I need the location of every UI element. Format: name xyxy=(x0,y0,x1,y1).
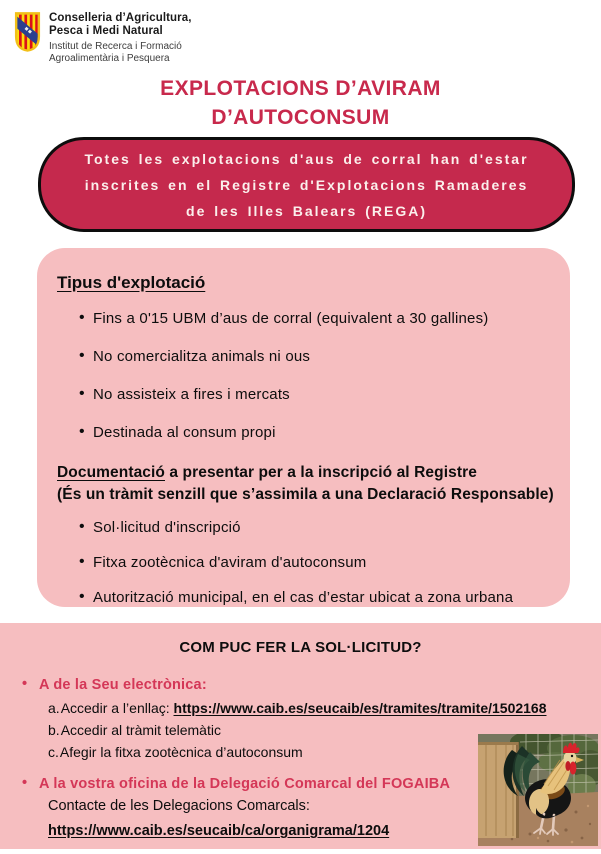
rega-banner xyxy=(38,137,575,232)
documentation-list xyxy=(79,519,558,606)
section-heading-documentacio xyxy=(57,462,558,506)
step-c-prefix: c. xyxy=(48,744,59,760)
step-a-text: Accedir a l’enllaç: xyxy=(60,700,174,716)
rooster-illustration-icon xyxy=(478,734,598,846)
how-to-heading: COM PUC FER LA SOL·LICITUD? xyxy=(179,639,422,656)
page-title-line1: EXPLOTACIONS D’AVIRAM xyxy=(160,77,441,100)
org-name-line2: Pesca i Medi Natural xyxy=(49,25,163,37)
step-b-text: Accedir al tràmit telemàtic xyxy=(60,722,221,738)
office-contact-line: Contacte de les Delegacions Comarcals: xyxy=(48,798,310,814)
balearic-coat-of-arms-icon xyxy=(13,10,42,53)
option-office-label: • A la vostra oficina de la Delegació Comarcal del FOGAIBA xyxy=(22,776,601,792)
org-name-line1: Conselleria d’Agricultura, xyxy=(49,12,192,24)
page-title-line2: D’AUTOCONSUM xyxy=(211,106,390,129)
tramite-link[interactable]: https://www.caib.es/seucaib/es/tramites/tramite/1502168 xyxy=(173,700,547,716)
header-text xyxy=(49,10,192,65)
documentacio-heading-rest: a presentar per a la inscripció al Registre xyxy=(165,464,477,481)
option-electronic-label: • A de la Seu electrònica: xyxy=(22,677,601,693)
requirement-item: • Destinada al consum propi xyxy=(79,424,558,441)
step-c-text: Afegir la fitxa zootècnica d’autoconsum xyxy=(59,744,303,760)
documentacio-underlined-word: Documentació xyxy=(57,464,165,481)
rooster-photo xyxy=(478,734,598,846)
step-item-a xyxy=(48,697,601,719)
document-item: • Fitxa zootècnica d'aviram d'autoconsum xyxy=(79,554,558,571)
rega-banner-text: Totes les explotacions d'aus de corral han d'estar inscrites en el Registre d'Explotacions Ramaderes de les Illes Balears (REGA) xyxy=(84,150,529,219)
section-heading-tipus: Tipus d'explotació xyxy=(57,273,206,292)
document-item: • Autorització municipal, en el cas d’estar ubicat a zona urbana xyxy=(79,589,558,606)
requirement-item: • No assisteix a fires i mercats xyxy=(79,386,558,403)
organigrama-link[interactable]: https://www.caib.es/seucaib/ca/organigrama/1204 xyxy=(48,823,390,839)
institute-line1: Institut de Recerca i Formació xyxy=(49,41,182,52)
header-logo xyxy=(13,10,192,65)
step-a-prefix: a. xyxy=(48,700,60,716)
requirement-item: • No comercialitza animals ni ous xyxy=(79,348,558,365)
page-title xyxy=(0,74,601,132)
requirements-list xyxy=(79,310,558,441)
requirement-item: • Fins a 0'15 UBM d’aus de corral (equivalent a 30 gallines) xyxy=(79,310,558,327)
info-box xyxy=(37,248,570,607)
document-item: • Sol·licitud d'inscripció xyxy=(79,519,558,536)
documentacio-heading-line2: (És un tràmit senzill que s’assimila a una Declaració Responsable) xyxy=(57,486,554,503)
institute-line2: Agroalimentària i Pesquera xyxy=(49,53,170,64)
step-b-prefix: b. xyxy=(48,722,60,738)
